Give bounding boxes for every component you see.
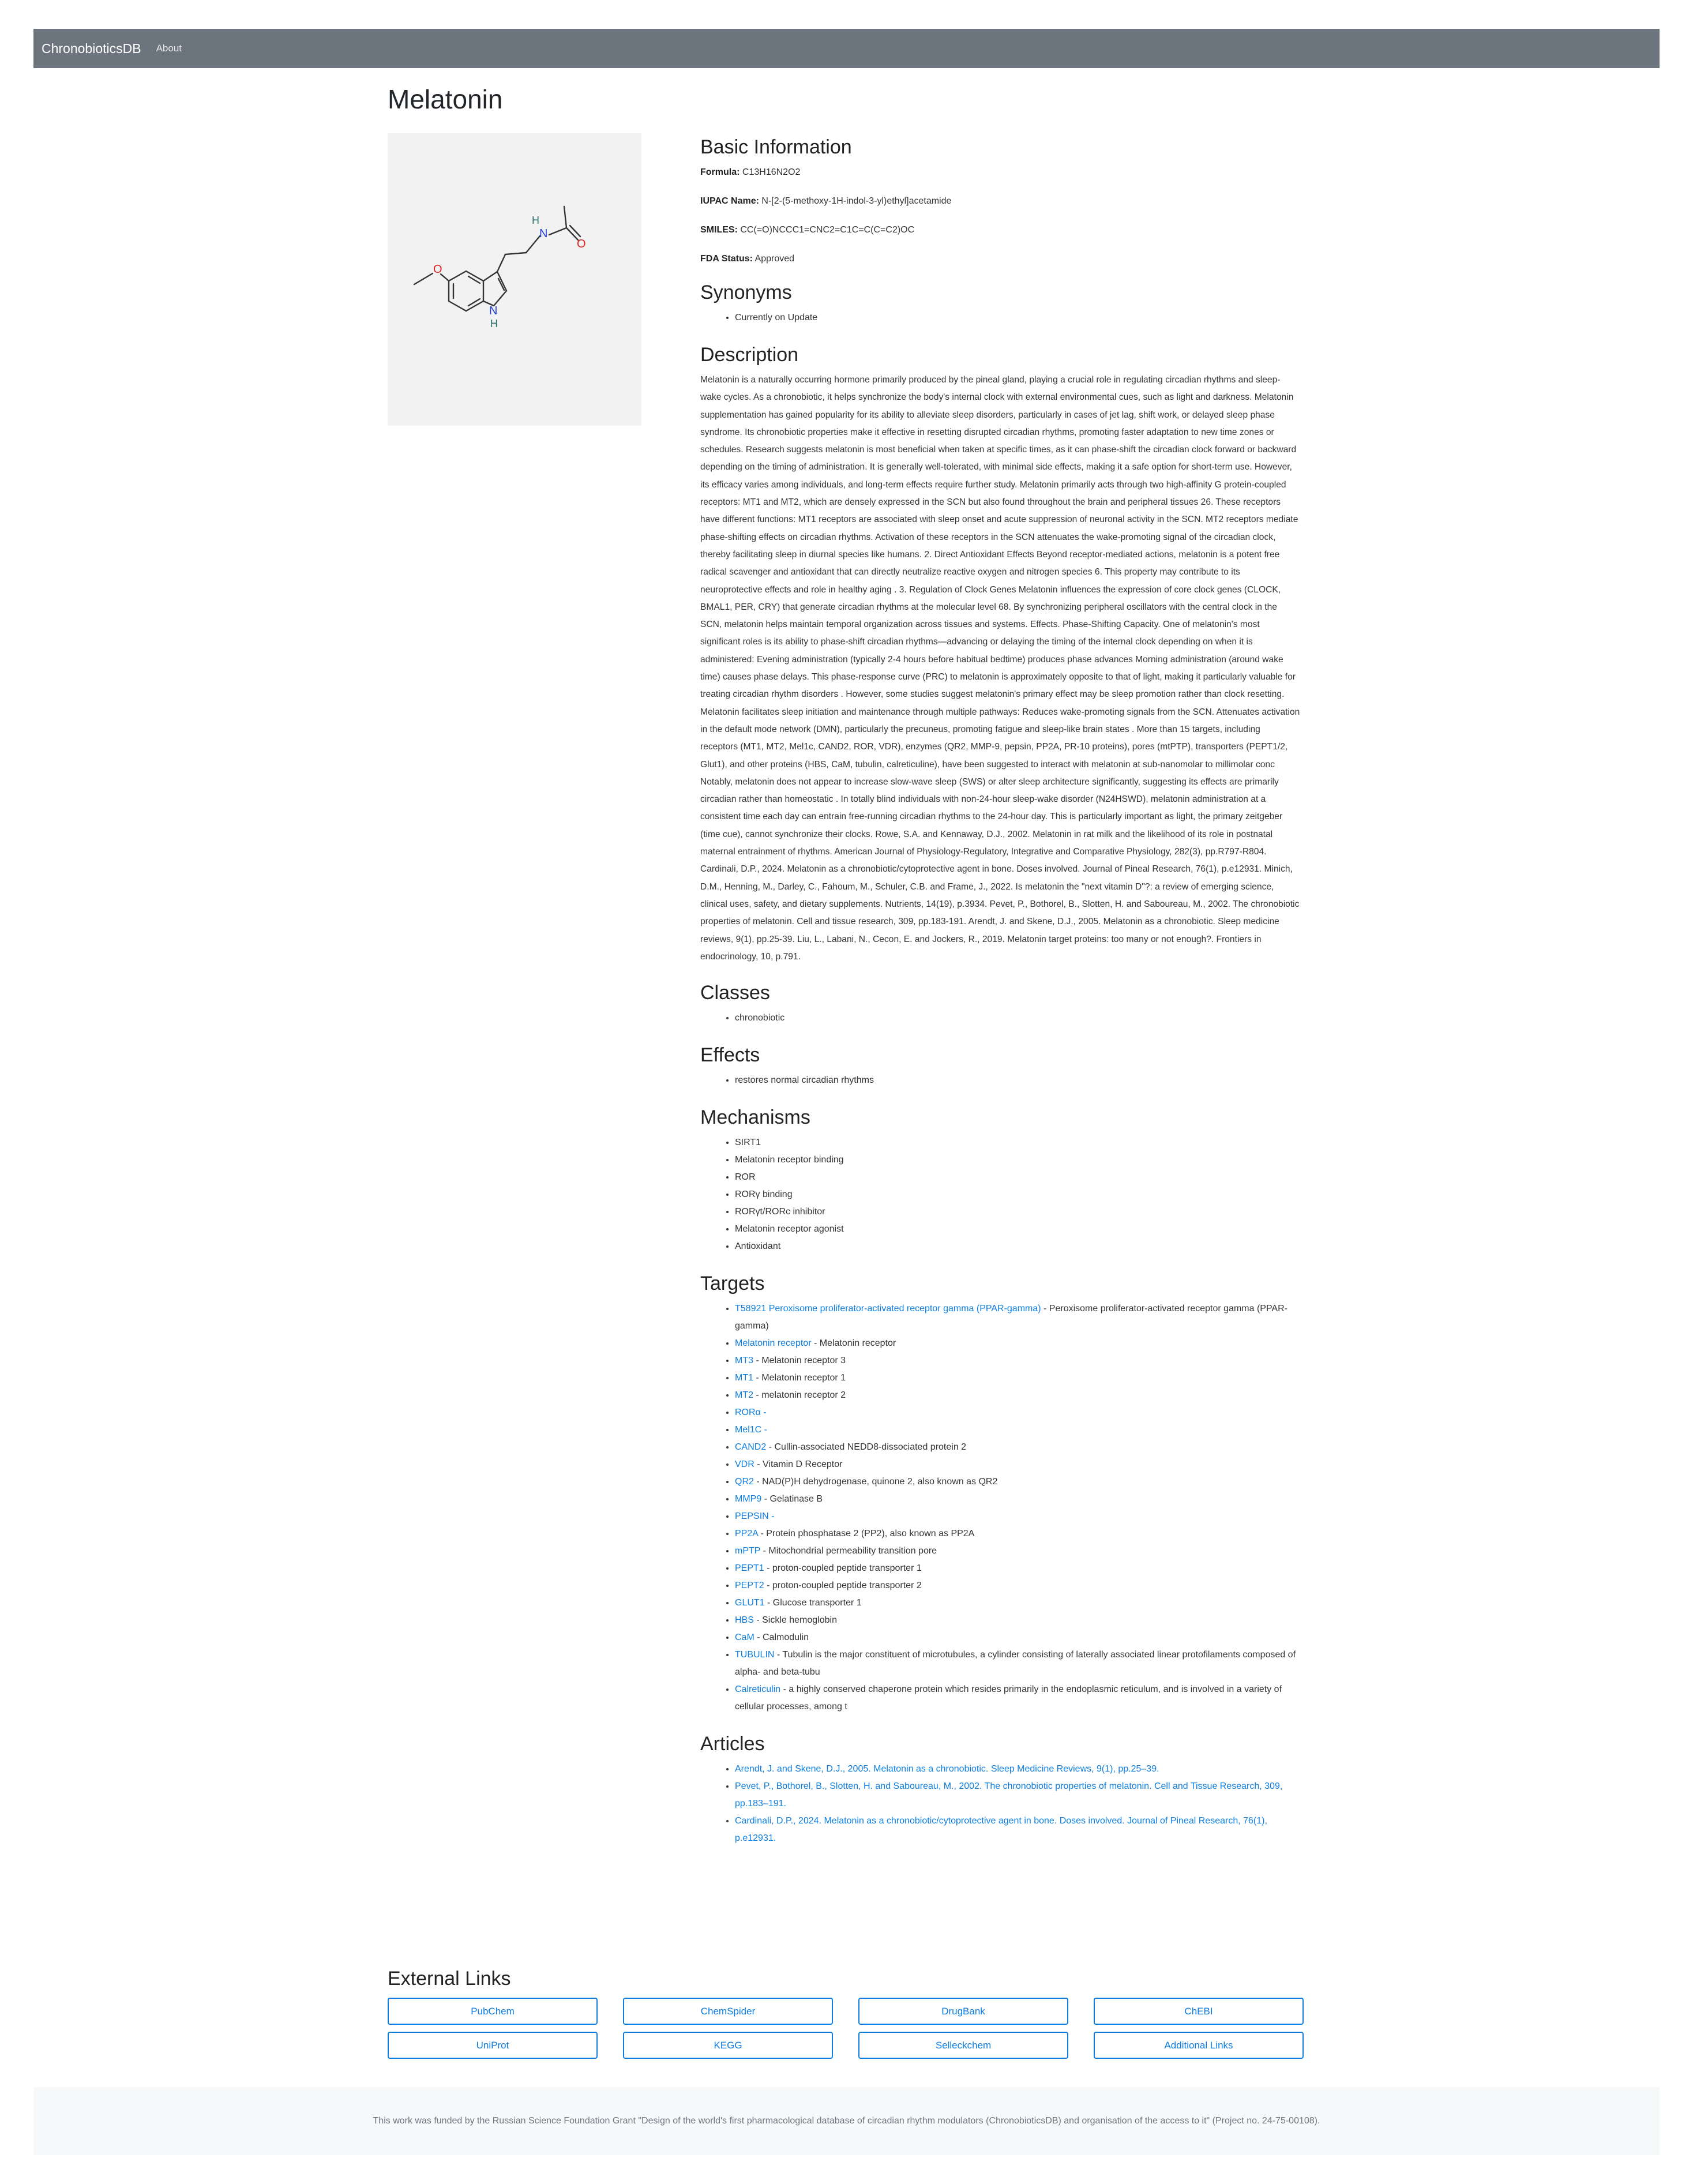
class-item: • chronobiotic xyxy=(735,1010,1300,1027)
target-link[interactable]: PEPT2 xyxy=(735,1581,764,1591)
chemspider-button[interactable]: ChemSpider xyxy=(623,1998,833,2025)
target-description: - Melatonin receptor 3 xyxy=(753,1356,846,1366)
target-item xyxy=(735,1352,1300,1369)
target-item xyxy=(735,1491,1300,1508)
target-item xyxy=(735,1473,1300,1491)
target-link[interactable]: MT1 xyxy=(735,1373,753,1383)
description-heading: Description xyxy=(700,344,799,366)
target-link[interactable]: PEPT1 xyxy=(735,1563,764,1574)
nav-about-link[interactable]: About xyxy=(156,43,182,54)
target-description: - Melatonin receptor xyxy=(811,1338,896,1349)
effects-heading: Effects xyxy=(700,1044,760,1067)
page-footer xyxy=(33,2087,1660,2155)
target-description: - NAD(P)H dehydrogenase, quinone 2, also known as QR2 xyxy=(753,1477,998,1487)
effects-section xyxy=(700,1042,1300,1089)
target-description: - Sickle hemoglobin xyxy=(753,1615,837,1626)
target-description: - xyxy=(761,1425,768,1435)
pubchem-button[interactable]: PubChem xyxy=(388,1998,598,2025)
classes-list xyxy=(700,1010,1300,1027)
additional-links-button[interactable]: Additional Links xyxy=(1094,2032,1304,2059)
methoxy-oxygen-label: O xyxy=(433,263,442,276)
effects-list xyxy=(700,1072,1300,1089)
target-item xyxy=(735,1369,1300,1387)
drugbank-button[interactable]: DrugBank xyxy=(858,1998,1068,2025)
formula-row xyxy=(700,164,1300,181)
target-link[interactable]: MMP9 xyxy=(735,1494,762,1504)
target-description: - a highly conserved chaperone protein which resides primarily in the endoplasmic reticulum, and is involved in a variety of cellular processes, among t xyxy=(735,1684,1282,1712)
amide-hydrogen-label: H xyxy=(532,215,539,226)
footer-funding-text: This work was funded by the Russian Science Foundation Grant "Design of the world's first pharmacological database of circadian rhythm modulators (ChronobioticsDB) and organisation of the access to it" (Project no. 24-75-00108). xyxy=(373,2116,1320,2126)
basic-information-heading: Basic Information xyxy=(700,136,852,158)
target-description: - Melatonin receptor 1 xyxy=(753,1373,846,1383)
smiles-row xyxy=(700,222,1300,239)
target-description: - Gelatinase B xyxy=(761,1494,823,1504)
target-item xyxy=(735,1525,1300,1543)
mechanisms-heading: Mechanisms xyxy=(700,1106,810,1129)
fda-status-row xyxy=(700,250,1300,268)
synonyms-list xyxy=(700,309,1300,327)
target-link[interactable]: PP2A xyxy=(735,1529,759,1539)
iupac-row xyxy=(700,193,1300,210)
target-link[interactable]: CaM xyxy=(735,1633,754,1643)
target-link[interactable]: MT2 xyxy=(735,1390,753,1401)
target-item xyxy=(735,1508,1300,1525)
target-item xyxy=(735,1594,1300,1612)
target-item xyxy=(735,1456,1300,1473)
molecule-structure-image xyxy=(388,133,641,426)
targets-heading: Targets xyxy=(700,1273,765,1295)
target-item xyxy=(735,1681,1300,1716)
mechanism-item: • Melatonin receptor binding xyxy=(735,1151,1300,1169)
fda-status-value: Approved xyxy=(754,254,795,264)
classes-heading: Classes xyxy=(700,982,770,1004)
target-description: - Cullin-associated NEDD8-dissociated protein 2 xyxy=(766,1442,967,1453)
classes-section xyxy=(700,980,1300,1027)
fda-status-label: FDA Status: xyxy=(700,254,753,264)
basic-information-section xyxy=(700,134,1300,268)
mechanisms-list xyxy=(700,1134,1300,1255)
brand-link[interactable]: ChronobioticsDB xyxy=(42,40,141,56)
targets-list xyxy=(700,1300,1300,1716)
amide-nitrogen-label: N xyxy=(539,227,548,240)
target-link[interactable]: PEPSIN xyxy=(735,1511,769,1522)
carbonyl-oxygen-label: O xyxy=(577,238,586,250)
formula-value: C13H16N2O2 xyxy=(742,167,801,177)
indole-nitrogen-label: N xyxy=(489,305,498,317)
target-item xyxy=(735,1300,1300,1335)
target-link[interactable]: GLUT1 xyxy=(735,1598,765,1608)
mechanisms-section xyxy=(700,1104,1300,1255)
target-description: - xyxy=(760,1408,767,1418)
mechanism-item: • Melatonin receptor agonist xyxy=(735,1221,1300,1238)
target-link[interactable]: CAND2 xyxy=(735,1442,767,1453)
target-item xyxy=(735,1421,1300,1439)
external-links-heading: External Links xyxy=(388,1968,511,1990)
target-description: - Vitamin D Receptor xyxy=(754,1459,843,1470)
articles-heading: Articles xyxy=(700,1733,765,1755)
target-item xyxy=(735,1543,1300,1560)
smiles-label: SMILES: xyxy=(700,225,738,235)
target-item xyxy=(735,1335,1300,1352)
target-item xyxy=(735,1577,1300,1594)
external-links-grid xyxy=(388,1998,1305,2059)
articles-list xyxy=(700,1761,1300,1847)
target-description: - Glucose transporter 1 xyxy=(764,1598,862,1608)
article-link[interactable]: Cardinali, D.P., 2024. Melatonin as a chronobiotic/cytoprotective agent in bone. Doses involved. Journal of Pineal Research, 76(1), p.e12931. xyxy=(735,1816,1267,1844)
mechanism-item: • RORγt/RORc inhibitor xyxy=(735,1203,1300,1221)
target-item xyxy=(735,1404,1300,1421)
target-description: - Peroxisome proliferator-activated receptor gamma (PPAR-gamma) xyxy=(735,1304,1287,1331)
kegg-button[interactable]: KEGG xyxy=(623,2032,833,2059)
targets-section xyxy=(700,1270,1300,1716)
description-section xyxy=(700,342,1300,966)
mechanism-item: • ROR xyxy=(735,1169,1300,1186)
uniprot-button[interactable]: UniProt xyxy=(388,2032,598,2059)
article-item xyxy=(735,1813,1300,1847)
target-item xyxy=(735,1387,1300,1404)
mechanism-item: • RORγ binding xyxy=(735,1186,1300,1203)
target-link[interactable]: QR2 xyxy=(735,1477,754,1487)
target-description: - melatonin receptor 2 xyxy=(753,1390,846,1401)
iupac-value: N-[2-(5-methoxy-1H-indol-3-yl)ethyl]acetamide xyxy=(761,196,952,206)
mechanism-item: • Antioxidant xyxy=(735,1238,1300,1255)
target-item xyxy=(735,1629,1300,1646)
target-item xyxy=(735,1646,1300,1681)
target-description: - proton-coupled peptide transporter 2 xyxy=(764,1581,922,1591)
target-description: - xyxy=(768,1511,775,1522)
selleckchem-button[interactable]: Selleckchem xyxy=(858,2032,1068,2059)
target-link[interactable]: Calreticulin xyxy=(735,1684,781,1695)
indole-hydrogen-label: H xyxy=(490,318,498,329)
article-link[interactable]: Arendt, J. and Skene, D.J., 2005. Melatonin as a chronobiotic. Sleep Medicine Reviews, 9(1), pp.25–39. xyxy=(735,1764,1159,1774)
target-link[interactable]: Melatonin receptor xyxy=(735,1338,812,1349)
synonyms-heading: Synonyms xyxy=(700,282,792,303)
melatonin-structure-svg xyxy=(388,133,641,426)
compound-details xyxy=(700,134,1300,1862)
formula-label: Formula: xyxy=(700,167,740,177)
target-link[interactable]: MT3 xyxy=(735,1356,753,1366)
articles-section xyxy=(700,1731,1300,1847)
target-link[interactable]: mPTP xyxy=(735,1546,761,1556)
description-text: Melatonin is a naturally occurring hormone primarily produced by the pineal gland, playing a crucial role in regulating circadian rhythms and sleep-wake cycles. As a chronobiotic, it helps synchronize the body's internal clock with external environmental cues, such as light and darkness. Melatonin supplementation has gained popularity for its ability to alleviate sleep disorders, particularly in cases of jet lag, shift work, or delayed sleep phase syndrome. Its chronobiotic properties make it effective in resetting disrupted circadian rhythms, promoting faster adaptation to new time zones or schedules. Research suggests melatonin is most beneficial when taken at specific times, as it can phase-shift the circadian clock forward or backward depending on the timing of administration. It is generally well-tolerated, with minimal side effects, making it a safe option for short-term use. However, its efficacy varies among individuals, and long-term effects require further study. Melatonin primarily acts through two high-affinity G protein-coupled receptors: MT1 and MT2, which are densely expressed in the SCN but also found throughout the brain and peripheral tissues 26. These receptors have different functions: MT1 receptors are associated with sleep onset and acute suppression of neuronal activity in the SCN. MT2 receptors mediate phase-shifting effects on circadian rhythms. Activation of these receptors in the SCN attenuates the wake-promoting signal of the circadian clock, thereby facilitating sleep in diurnal species like humans. 2. Direct Antioxidant Effects Beyond receptor-mediated actions, melatonin is a potent free radical scavenger and antioxidant that can directly neutralize reactive oxygen and nitrogen species 6. This property may contribute to its neuroprotective effects and role in healthy aging . 3. Regulation of Clock Genes Melatonin influences the expression of core clock genes (CLOCK, BMAL1, PER, CRY) that generate circadian rhythms at the molecular level 68. By synchronizing peripheral oscillators with the central clock in the SCN, melatonin helps maintain temporal organization across tissues and systems. Effects. Phase-Shifting Capacity. One of melatonin's most significant roles is its ability to phase-shift circadian rhythms—advancing or delaying the timing of the internal clock depending on when it is administered: Evening administration (typically 2-4 hours before habitual bedtime) produces phase advances Morning administration (around wake time) causes phase delays. This phase-response curve (PRC) to melatonin is approximately opposite to that of light, making it particularly valuable for treating circadian rhythm disorders . However, some studies suggest melatonin's primary effect may be sleep promotion rather than clock resetting. Melatonin facilitates sleep initiation and maintenance through multiple pathways: Reduces wake-promoting signals from the SCN. Attenuates activation in the default mode network (DMN), particularly the precuneus, promoting fatigue and sleep-like brain states . More than 15 targets, including receptors (MT1, MT2, Mel1c, CAND2, ROR, VDR), enzymes (QR2, MMP-9, pepsin, PP2A, PR-10 proteins), pores (mtPTP), transporters (PEPT1/2, Glut1), and other proteins (HBS, CaM, tubulin, calreticuline), have been suggested to interact with melatonin at sub-nanomolar to millimolar conc Notably, melatonin does not appear to increase slow-wave sleep (SWS) or alter sleep architecture significantly, suggesting its effects are primarily circadian rather than homeostatic . In totally blind individuals with non-24-hour sleep-wake disorder (N24HSWD), melatonin administration at a consistent time each day can entrain free-running circadian rhythms to the 24-hour day. This is particularly important as light, the primary zeitgeber (time cue), cannot synchronize their clocks. Rowe, S.A. and Kennaway, D.J., 2002. Melatonin in rat milk and the likelihood of its role in postnatal maternal entrainment of rhythms. American Journal of Physiology-Regulatory, Integrative and Comparative Physiology, 282(3), pp.R797-R804. Cardinali, D.P., 2024. Melatonin as a chronobiotic/cytoprotective agent in bone. Doses involved. Journal of Pineal Research, 76(1), p.e12931. Minich, D.M., Henning, M., Darley, C., Fahoum, M., Schuler, C.B. and Frame, J., 2022. Is melatonin the "next vitamin D"?: a review of emerging science, clinical uses, safety, and dietary supplements. Nutrients, 14(19), p.3934. Pevet, P., Bothorel, B., Slotten, H. and Saboureau, M., 2002. The chronobiotic properties of melatonin. Cell and tissue research, 309, pp.183-191. Arendt, J. and Skene, D.J., 2005. Melatonin as a chronobiotic. Sleep medicine reviews, 9(1), pp.25-39. Liu, L., Labani, N., Cecon, E. and Jockers, R., 2019. Melatonin target proteins: too many or not enough?. Frontiers in endocrinology, 10, p.791. xyxy=(700,375,1300,962)
effect-item: • restores normal circadian rhythms xyxy=(735,1072,1300,1089)
target-link[interactable]: HBS xyxy=(735,1615,754,1626)
target-description: - proton-coupled peptide transporter 1 xyxy=(764,1563,922,1574)
target-item xyxy=(735,1560,1300,1577)
target-description: - Protein phosphatase 2 (PP2), also known as PP2A xyxy=(758,1529,975,1539)
page-title: Melatonin xyxy=(388,84,503,114)
smiles-value: CC(=O)NCCC1=CNC2=C1C=C(C=C2)OC xyxy=(740,225,915,235)
target-description: - Calmodulin xyxy=(754,1633,809,1643)
target-item xyxy=(735,1439,1300,1456)
target-description: - Tubulin is the major constituent of microtubules, a cylinder consisting of laterally associated linear protofilaments composed of alpha- and beta-tubu xyxy=(735,1650,1296,1678)
mechanism-item: • SIRT1 xyxy=(735,1134,1300,1151)
target-item xyxy=(735,1612,1300,1629)
top-navbar xyxy=(33,29,1660,68)
synonyms-section xyxy=(700,279,1300,327)
target-link[interactable]: TUBULIN xyxy=(735,1650,775,1660)
synonym-item: • Currently on Update xyxy=(735,309,1300,327)
article-link[interactable]: Pevet, P., Bothorel, B., Slotten, H. and Saboureau, M., 2002. The chronobiotic properties of melatonin. Cell and Tissue Research, 309, pp.183–191. xyxy=(735,1781,1283,1809)
article-item xyxy=(735,1778,1300,1813)
target-link[interactable]: Mel1C xyxy=(735,1425,762,1435)
target-link[interactable]: VDR xyxy=(735,1459,754,1470)
iupac-label: IUPAC Name: xyxy=(700,196,759,206)
article-item xyxy=(735,1761,1300,1778)
chebi-button[interactable]: ChEBI xyxy=(1094,1998,1304,2025)
target-link[interactable]: RORα xyxy=(735,1408,761,1418)
target-description: - Mitochondrial permeability transition pore xyxy=(760,1546,937,1556)
target-link[interactable]: T58921 Peroxisome proliferator-activated receptor gamma (PPAR-gamma) xyxy=(735,1304,1041,1314)
